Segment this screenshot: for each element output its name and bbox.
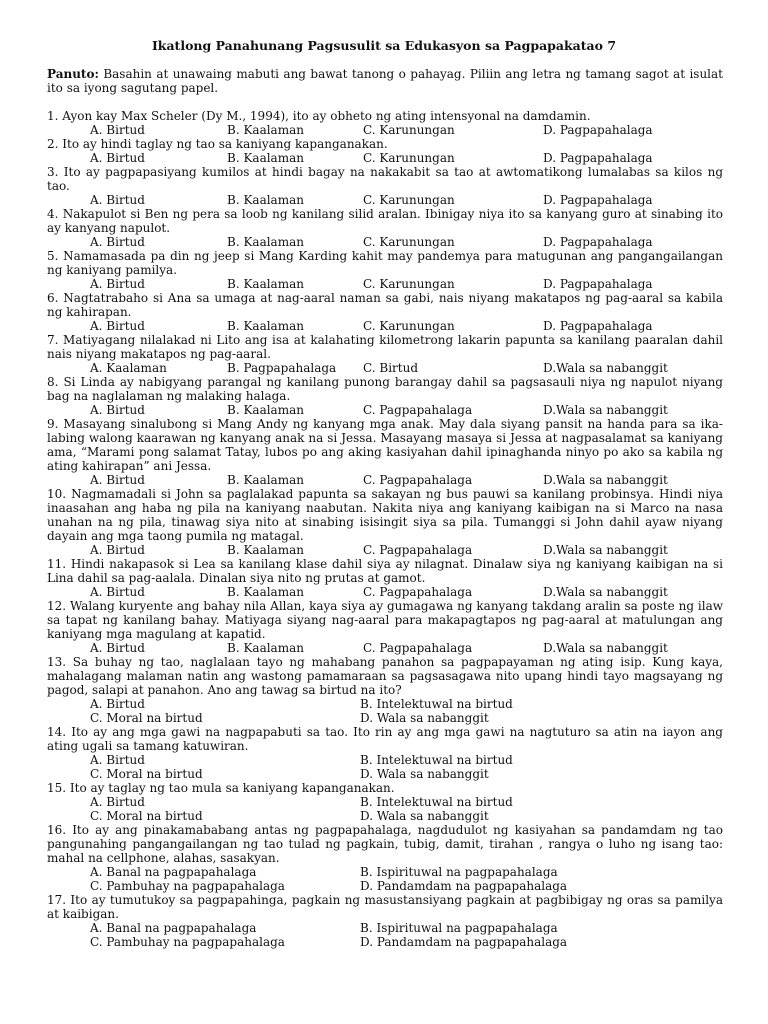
answer-choice: B. Intelektuwal na birtud <box>360 795 513 809</box>
answer-choice: B. Kaalaman <box>227 543 304 557</box>
answer-choice: A. Birtud <box>90 151 145 165</box>
answer-choice: C. Karunungan <box>363 235 455 249</box>
instructions <box>47 67 723 95</box>
answer-choice: D.Wala sa nabanggit <box>543 543 668 557</box>
answer-choices <box>47 473 723 487</box>
question-text: 5. Namamasada pa din ng jeep si Mang Karding kahit may pandemya para matugunan ang pangangailangan ng kaniyang pamilya. <box>47 249 723 277</box>
answer-choice: C. Pagpapahalaga <box>363 641 473 655</box>
answer-choice: D. Pagpapahalaga <box>543 193 653 207</box>
answer-choice: B. Kaalaman <box>227 473 304 487</box>
question-text: 17. Ito ay tumutukoy sa pagpapahinga, pagkain ng masustansiyang pagkain at pagbibigay ng oras sa pamilya at kaibigan. <box>47 893 723 921</box>
answer-choice: D. Pagpapahalaga <box>543 319 653 333</box>
question-item <box>47 375 723 417</box>
answer-choice: D. Pagpapahalaga <box>543 123 653 137</box>
answer-choice: A. Banal na pagpapahalaga <box>90 865 257 879</box>
instructions-label: Panuto: <box>47 67 99 81</box>
answer-choices <box>47 585 723 599</box>
answer-choices <box>47 277 723 291</box>
question-text: 11. Hindi nakapasok si Lea sa kanilang klase dahil siya ay nilagnat. Dinalaw siya ng kaniyang kaibigan na si Lina dahil sa pag-aalala. Dinalan siya nito ng prutas at gamot. <box>47 557 723 585</box>
answer-choice: A. Birtud <box>90 123 145 137</box>
answer-choice: C. Karunungan <box>363 277 455 291</box>
answer-choice: B. Ispirituwal na pagpapahalaga <box>360 921 558 935</box>
question-item <box>47 249 723 291</box>
answer-choice: C. Birtud <box>363 361 419 375</box>
question-item <box>47 655 723 725</box>
answer-choices <box>47 123 723 137</box>
question-item <box>47 137 723 165</box>
answer-choice: D. Pagpapahalaga <box>543 235 653 249</box>
answer-choice: C. Moral na birtud <box>90 809 203 823</box>
answer-choice: C. Pambuhay na pagpapahalaga <box>90 935 285 949</box>
answer-choice: A. Birtud <box>90 543 145 557</box>
answer-choice: C. Pagpapahalaga <box>363 543 473 557</box>
answer-choice: A. Birtud <box>90 403 145 417</box>
answer-choice: A. Birtud <box>90 473 145 487</box>
answer-choice: C. Pagpapahalaga <box>363 403 473 417</box>
answer-choice: A. Birtud <box>90 795 145 809</box>
question-item <box>47 725 723 781</box>
question-item <box>47 109 723 137</box>
question-list <box>47 109 723 949</box>
answer-choices <box>47 319 723 333</box>
answer-choice: B. Kaalaman <box>227 123 304 137</box>
answer-choice: B. Intelektuwal na birtud <box>360 753 513 767</box>
answer-choice: A. Kaalaman <box>90 361 167 375</box>
answer-choice: B. Kaalaman <box>227 319 304 333</box>
answer-choices <box>47 403 723 417</box>
answer-choice: A. Birtud <box>90 235 145 249</box>
answer-choice: D. Pandamdam na pagpapahalaga <box>360 935 568 949</box>
question-item <box>47 487 723 557</box>
answer-choice: B. Pagpapahalaga <box>227 361 337 375</box>
question-text: 7. Matiyagang nilalakad ni Lito ang isa at kalahating kilometrong lakarin papunta sa kanilang paaralan dahil nais niyang makatapos ng pag-aaral. <box>47 333 723 361</box>
answer-choices <box>47 641 723 655</box>
answer-choice: A. Banal na pagpapahalaga <box>90 921 257 935</box>
answer-choice: B. Kaalaman <box>227 151 304 165</box>
question-text: 16. Ito ay ang pinakamababang antas ng pagpapahalaga, nagdudulot ng kasiyahan sa pandamdam ng tao pangunahing pangangailangan ng tao tulad ng pagkain, tubig, damit, tirahan , rangya o luho ng isang tao: mahal na cellphone, alahas, sasakyan. <box>47 823 723 865</box>
answer-choice: A. Birtud <box>90 585 145 599</box>
question-text: 4. Nakapulot si Ben ng pera sa loob ng kanilang silid aralan. Ibinigay niya ito sa kanyang guro at sinabing ito ay kanyang napulot. <box>47 207 723 235</box>
question-item <box>47 823 723 893</box>
answer-choices <box>47 235 723 249</box>
answer-choice: B. Kaalaman <box>227 193 304 207</box>
question-text: 10. Nagmamadali si John sa paglalakad papunta sa sakayan ng bus pauwi sa kanilang probinsya. Hindi niya inaasahan ang haba ng pila na kaniyang naabutan. Nakita niya ang kaniyang kaibigan na si Marco na nasa unahan na ng pila, tinawag siya nito at sinabing isisingit siya sa pila. Tumanggi si John dahil ayaw niyang dayain ang mga taong pumila ng matagal. <box>47 487 723 543</box>
question-text: 1. Ayon kay Max Scheler (Dy M., 1994), ito ay obheto ng ating intensyonal na damdamin. <box>47 109 591 123</box>
answer-choices <box>47 151 723 165</box>
question-text: 6. Nagtatrabaho si Ana sa umaga at nag-aaral naman sa gabi, nais niyang makatapos ng pag-aaral sa kabila ng kahirapan. <box>47 291 723 319</box>
answer-choices <box>47 697 723 725</box>
answer-choices <box>47 795 723 823</box>
answer-choice: D.Wala sa nabanggit <box>543 361 668 375</box>
answer-choice: D.Wala sa nabanggit <box>543 403 668 417</box>
answer-choice: D.Wala sa nabanggit <box>543 473 668 487</box>
answer-choice: D. Pagpapahalaga <box>543 277 653 291</box>
question-text: 15. Ito ay taglay ng tao mula sa kaniyang kapanganakan. <box>47 781 395 795</box>
answer-choice: A. Birtud <box>90 277 145 291</box>
answer-choice: C. Karunungan <box>363 319 455 333</box>
answer-choice: A. Birtud <box>90 697 145 711</box>
answer-choice: C. Moral na birtud <box>90 767 203 781</box>
question-text: 2. Ito ay hindi taglay ng tao sa kaniyang kapanganakan. <box>47 137 388 151</box>
question-item <box>47 291 723 333</box>
answer-choice: C. Pagpapahalaga <box>363 585 473 599</box>
answer-choice: C. Karunungan <box>363 193 455 207</box>
answer-choices <box>47 865 723 893</box>
answer-choices <box>47 193 723 207</box>
question-item <box>47 165 723 207</box>
answer-choice: D. Wala sa nabanggit <box>360 711 489 725</box>
answer-choice: A. Birtud <box>90 193 145 207</box>
answer-choice: B. Kaalaman <box>227 641 304 655</box>
question-text: 8. Si Linda ay nabigyang parangal ng kanilang punong barangay dahil sa pagsasauli niya ng napulot niyang bag na naglalaman ng malaking halaga. <box>47 375 723 403</box>
answer-choice: D. Wala sa nabanggit <box>360 767 489 781</box>
answer-choice: B. Intelektuwal na birtud <box>360 697 513 711</box>
answer-choice: D.Wala sa nabanggit <box>543 585 668 599</box>
answer-choice: A. Birtud <box>90 753 145 767</box>
question-text: 14. Ito ay ang mga gawi na nagpapabuti sa tao. Ito rin ay ang mga gawi na nagtuturo sa atin na iayon ang ating ugali sa tamang katuwiran. <box>47 725 723 753</box>
answer-choice: B. Ispirituwal na pagpapahalaga <box>360 865 558 879</box>
question-item <box>47 781 723 823</box>
answer-choice: A. Birtud <box>90 641 145 655</box>
answer-choices <box>47 753 723 781</box>
answer-choice: C. Pagpapahalaga <box>363 473 473 487</box>
answer-choices <box>47 543 723 557</box>
answer-choice: D.Wala sa nabanggit <box>543 641 668 655</box>
answer-choice: D. Pandamdam na pagpapahalaga <box>360 879 568 893</box>
answer-choice: C. Karunungan <box>363 151 455 165</box>
answer-choice: D. Pagpapahalaga <box>543 151 653 165</box>
instructions-text: Basahin at unawaing mabuti ang bawat tanong o pahayag. Piliin ang letra ng tamang sagot at isulat ito sa iyong sagutang papel. <box>47 67 723 95</box>
question-item <box>47 333 723 375</box>
question-item <box>47 417 723 487</box>
exam-title: Ikatlong Panahunang Pagsusulit sa Edukasyon sa Pagpapakatao 7 <box>151 38 617 53</box>
answer-choice: C. Moral na birtud <box>90 711 203 725</box>
answer-choices <box>47 361 723 375</box>
question-text: 13. Sa buhay ng tao, naglalaan tayo ng mahabang panahon sa pagpapayaman ng ating isip. Kung kaya, mahalagang malaman natin ang wastong pamamaraan sa pagsasagawa nito upang hindi tayo magsayang ng pagod, salapi at panahon. Ano ang tawag sa birtud na ito? <box>47 655 723 697</box>
answer-choice: B. Kaalaman <box>227 585 304 599</box>
answer-choice: D. Wala sa nabanggit <box>360 809 489 823</box>
question-item <box>47 207 723 249</box>
answer-choices <box>47 921 723 949</box>
question-text: 9. Masayang sinalubong si Mang Andy ng kanyang mga anak. May dala siyang pansit na handa para sa ika-labing walong kaarawan ng kanyang anak na si Jessa. Masayang masaya si Jessa at nagpasalamat sa kaniyang ama, “Marami pong salamat Tatay, lubos po ang aking kasiyahan dahil ipinaghanda ninyo po ako sa kabila ng ating kahirapan” ani Jessa. <box>47 417 723 473</box>
question-text: 12. Walang kuryente ang bahay nila Allan, kaya siya ay gumagawa ng kanyang takdang aralin sa poste ng ilaw sa tapat ng kanilang bahay. Matiyaga siyang nag-aaral para makapagtapos ng pag-aaral at matulungan ang kaniyang mga magulang at kapatid. <box>47 599 723 641</box>
answer-choice: B. Kaalaman <box>227 277 304 291</box>
answer-choice: B. Kaalaman <box>227 235 304 249</box>
question-item <box>47 599 723 655</box>
question-text: 3. Ito ay pagpapasiyang kumilos at hindi bagay na nakakabit sa tao at awtomatikong lumalabas sa kilos ng tao. <box>47 165 723 193</box>
question-item <box>47 557 723 599</box>
answer-choice: C. Karunungan <box>363 123 455 137</box>
question-item <box>47 893 723 949</box>
answer-choice: C. Pambuhay na pagpapahalaga <box>90 879 285 893</box>
answer-choice: B. Kaalaman <box>227 403 304 417</box>
answer-choice: A. Birtud <box>90 319 145 333</box>
